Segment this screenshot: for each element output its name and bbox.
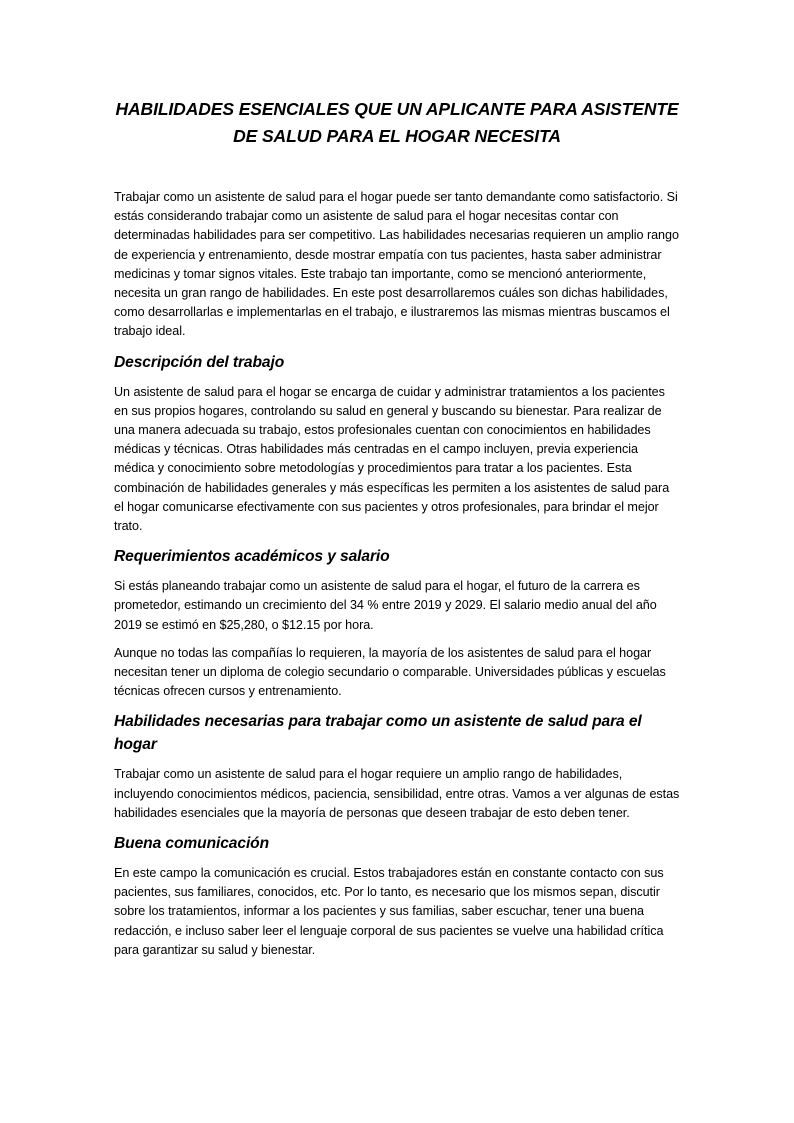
section-paragraph: Aunque no todas las compañías lo requieren, la mayoría de los asistentes de salud para el hogar necesitan tener un diploma de colegio secundario o comparable. Universidades públicas y escuelas técnicas ofrecen cursos y entrenamiento. [114, 645, 666, 699]
section-paragraph: Un asistente de salud para el hogar se encarga de cuidar y administrar tratamientos a los pacientes en sus propios hogares, controlando su salud en general y buscando su bienestar. Para realizar de una manera adecuada su trabajo, estos profesionales cuentan con conocimientos en habilidades médicas y técnicas. Otras habilidades más centradas en el campo incluyen, previa experiencia médica y conocimiento sobre metodologías y procedimientos para tratar a los pacientes. Esta combinación de habilidades generales y más específicas les permiten a los asistentes de salud para el hogar comunicarse efectivamente con sus pacientes y otros profesionales, para brindar el mejor trato. [114, 384, 670, 534]
section-heading-descripcion: Descripción del trabajo [114, 353, 285, 371]
document-title: HABILIDADES ESENCIALES QUE UN APLICANTE PARA ASISTENTE DE SALUD PARA EL HOGAR NECESITA [115, 99, 679, 146]
section-paragraph: En este campo la comunicación es crucial. Estos trabajadores están en constante contacto con sus pacientes, sus familiares, conocidos, etc. Por lo tanto, es necesario que los mismos sepan, discutir sobre los tratamientos, informar a los pacientes y sus familias, saber escuchar, tener una buena redacción, e incluso saber leer el lenguaje corporal de sus pacientes se vuelve una habilidad crítica para garantizar su salud y bienestar. [114, 866, 664, 957]
document-page [114, 96, 680, 969]
section-heading-comunicacion: Buena comunicación [114, 835, 270, 853]
intro-paragraph: Trabajar como un asistente de salud para el hogar puede ser tanto demandante como satisfactorio. Si estás considerando trabajar como un asistente de salud para el hogar necesitas contar con determinadas habilidades para ser competitivo. Las habilidades necesarias requieren un amplio rango de experiencia y entrenamiento, desde mostrar empatía con tus pacientes, hasta saber administrar medicinas y tomar signos vitales. Este trabajo tan importante, como se mencionó anteriormente, necesita un gran rango de habilidades. En este post desarrollaremos cuáles son dichas habilidades, como desarrollarlas e implementarlas en el trabajo, e ilustraremos las mismas mientras buscamos el trabajo ideal. [114, 190, 679, 339]
section-paragraph: Si estás planeando trabajar como un asistente de salud para el hogar, el futuro de la carrera es prometedor, estimando un crecimiento del 34 % entre 2019 y 2029. El salario medio anual del año 2019 se estimó en $25,280, o $12.15 por hora. [114, 579, 657, 632]
section-heading-requerimientos: Requerimientos académicos y salario [114, 548, 390, 566]
section-paragraph: Trabajar como un asistente de salud para el hogar requiere un amplio rango de habilidades, incluyendo conocimientos médicos, paciencia, sensibilidad, entre otras. Vamos a ver algunas de estas habilidades esenciales que la mayoría de personas que deseen trabajar de esto deben tener. [114, 767, 680, 820]
section-heading-habilidades: Habilidades necesarias para trabajar como un asistente de salud para el hogar [114, 713, 642, 754]
